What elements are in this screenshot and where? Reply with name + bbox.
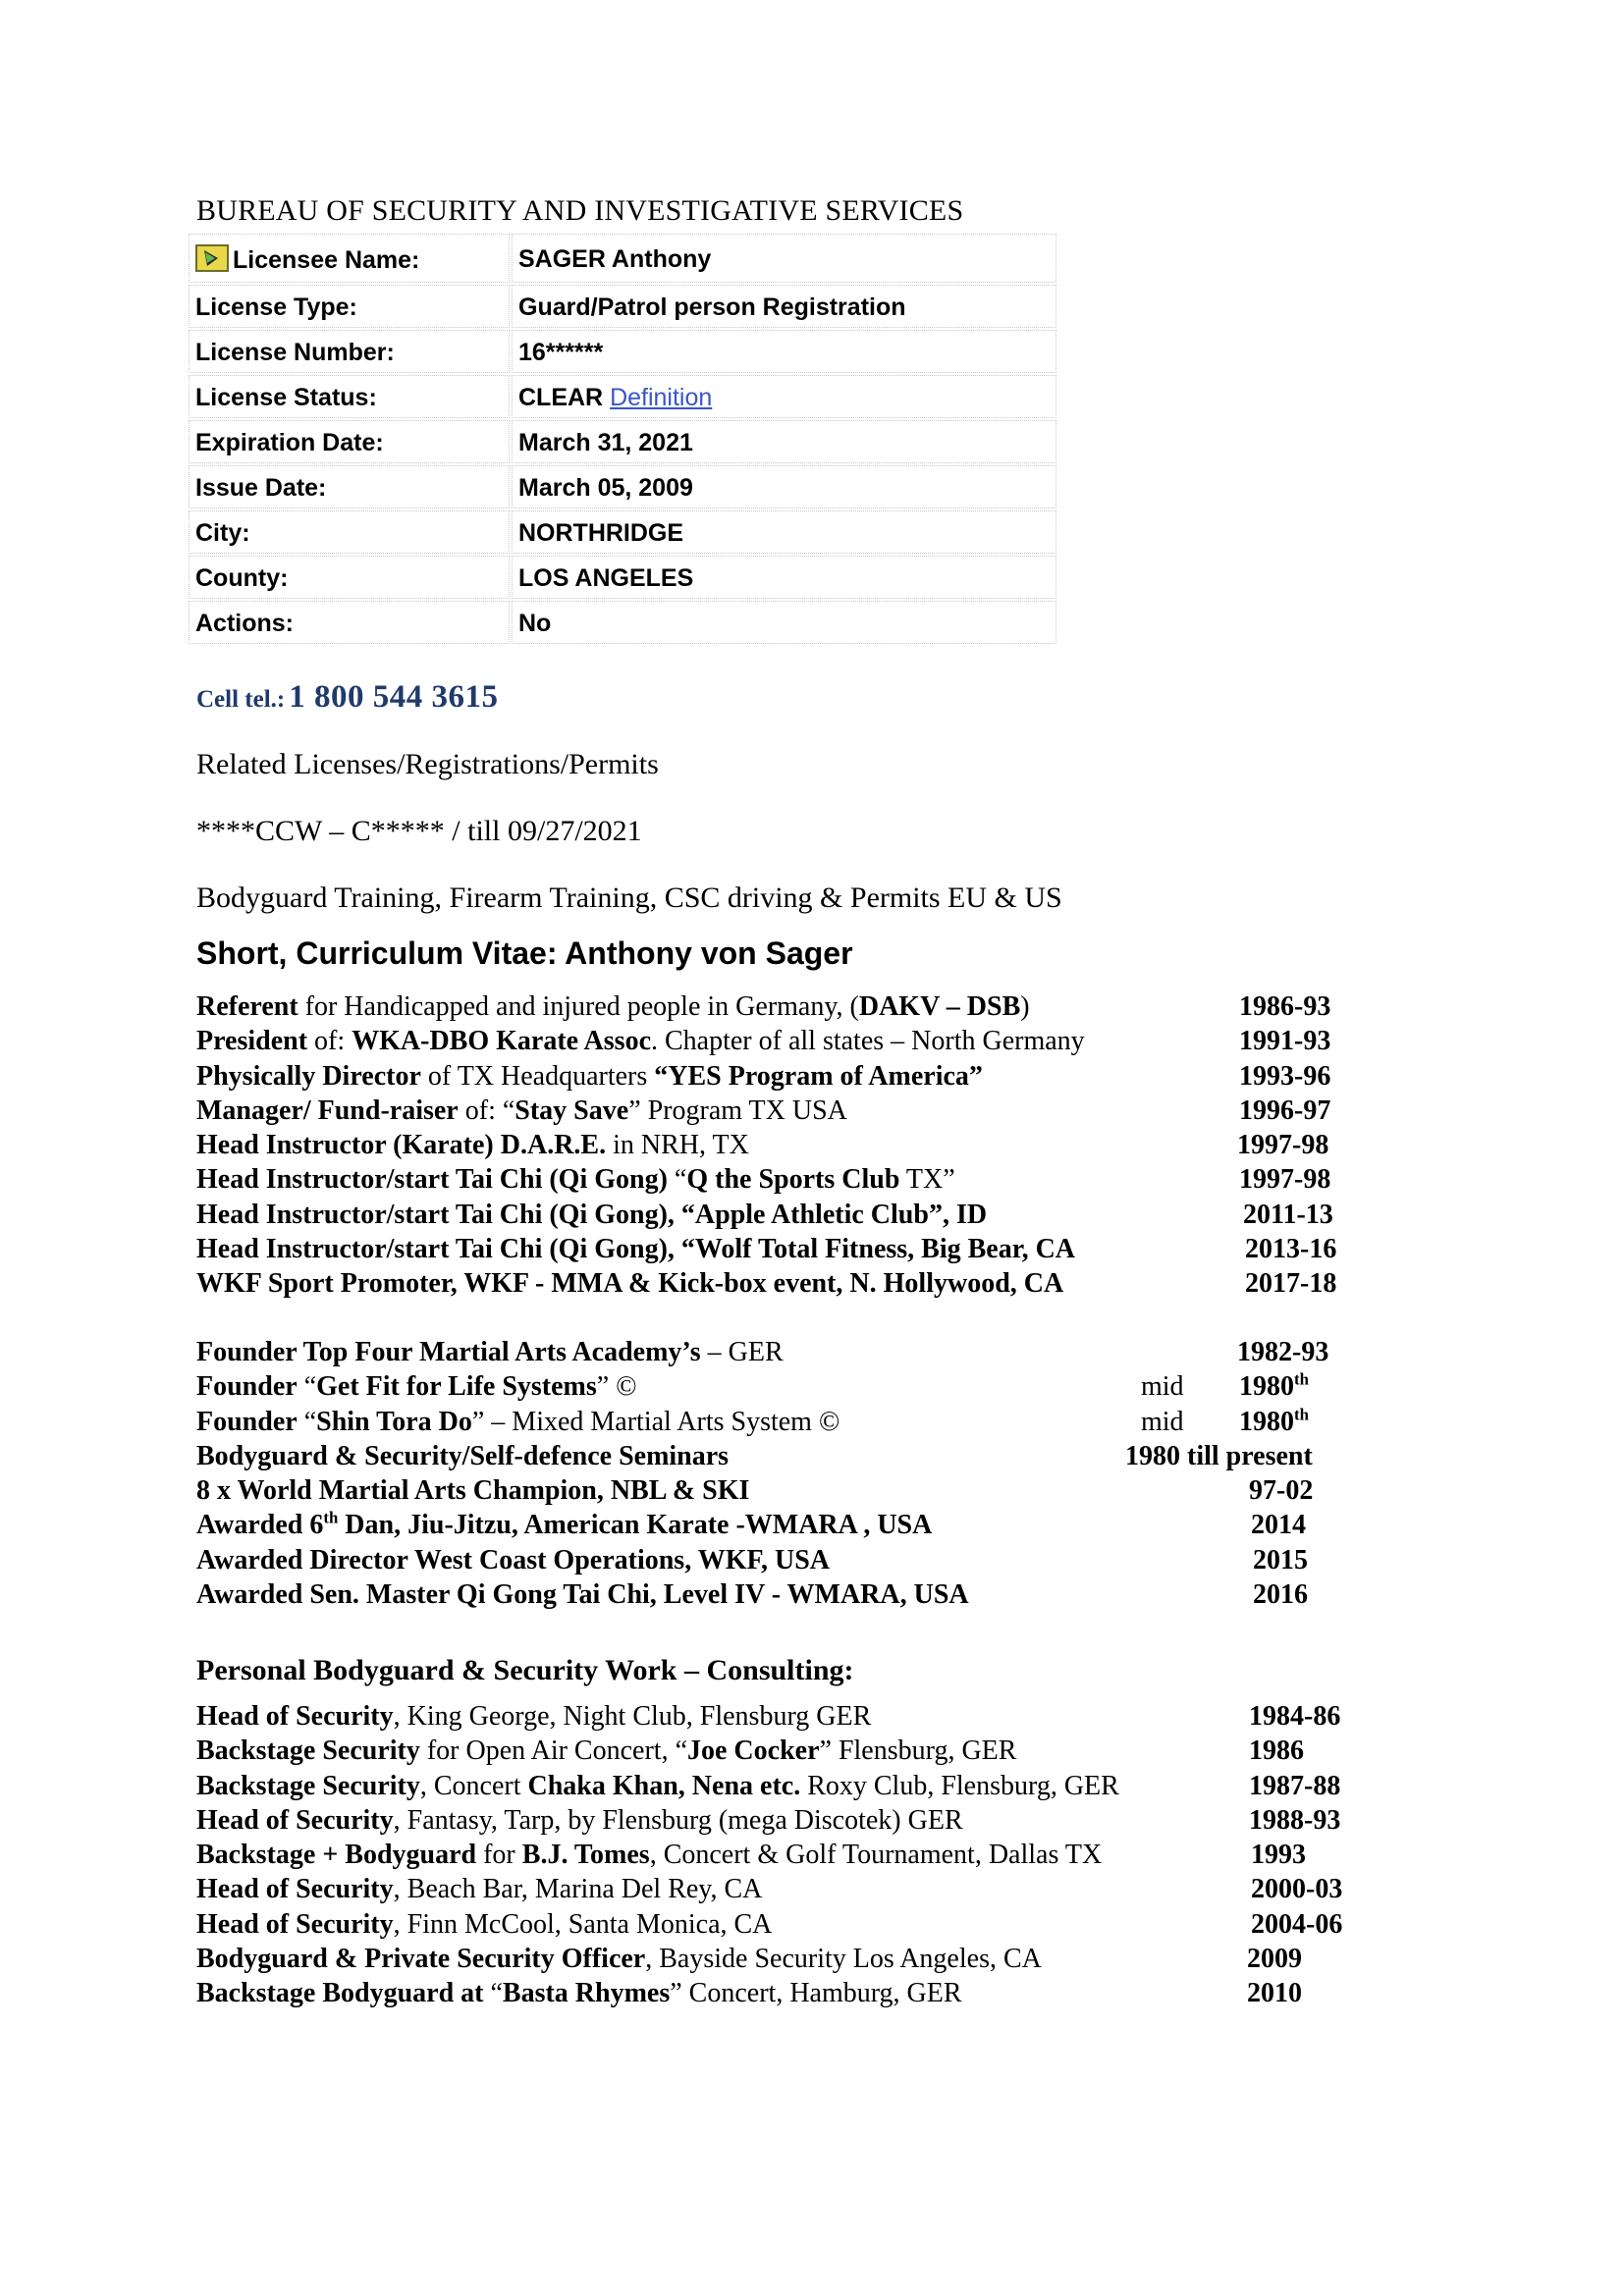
cv-year: 1984-86 [1249,1701,1341,1732]
cv-entry: WKF Sport Promoter, WKF - MMA & Kick-box event, N. Hollywood, CA 2017-18 [196,1268,1337,1300]
cv-entry: Backstage Security, Concert Chaka Khan, Nena etc. Roxy Club, Flensburg, GER 1987-88 [196,1770,1341,1801]
license-row [189,420,1056,463]
cv-year: 1980 till present [1125,1440,1313,1471]
cv-entry: Backstage Security for Open Air Concert, “Joe Cocker” Flensburg, GER 1986 [196,1735,1304,1767]
cv-entry: Backstage Bodyguard at “Basta Rhymes” Concert, Hamburg, GER 2010 [196,1978,1302,2009]
cv-entry: 8 x World Martial Arts Champion, NBL & SKI 97-02 [196,1475,1314,1507]
license-label: Expiration Date: [189,420,510,463]
cv-entry: Head Instructor/start Tai Chi (Qi Gong) “Q the Sports Club TX” 1997-98 [196,1164,1331,1196]
license-label: License Number: [189,330,510,373]
cv-entry: Referent for Handicapped and injured people in Germany, (DAKV – DSB) 1986-93 [196,991,1331,1022]
cell-number: 1 800 544 3615 [289,679,499,715]
cv-year: 1986 [1249,1735,1304,1767]
cv-entry: Awarded Director West Coast Operations, WKF, USA 2015 [196,1544,1308,1575]
training-line: Bodyguard Training, Firearm Training, CSC driving & Permits EU & US [196,881,1062,914]
license-value: March 05, 2009 [512,465,1056,508]
cv-list-activities [196,989,1355,1302]
cv-year: 2000-03 [1251,1874,1343,1905]
license-label: City: [189,510,510,554]
cv-year: 2004-06 [1251,1908,1343,1940]
cv-entry: Awarded 6th Dan, Jiu-Jitzu, American Karate -WMARA , USA 2014 [196,1509,1306,1541]
license-label: Actions: [189,601,510,644]
cv-entry: Physically Director of TX Headquarters “YES Program of America” 1993-96 [196,1060,1331,1092]
ccw-permit: ****CCW – C***** / till 09/27/2021 [196,815,642,847]
license-value: 16****** [512,330,1056,373]
cv-entry: Head Instructor/start Tai Chi (Qi Gong), “Wolf Total Fitness, Big Bear, CA 2013-16 [196,1234,1337,1265]
license-value: No [512,601,1056,644]
license-value: March 31, 2021 [512,420,1056,463]
cv-entry: Awarded Sen. Master Qi Gong Tai Chi, Level IV - WMARA, USA 2016 [196,1579,1308,1611]
cv-year: 1991-93 [1239,1026,1331,1057]
license-row [189,375,1056,418]
license-card-icon [195,244,229,272]
license-row [189,465,1056,508]
cv-year: 2010 [1247,1978,1302,2009]
cv-entry: Head Instructor/start Tai Chi (Qi Gong), “Apple Athletic Club”, ID 2011-13 [196,1199,1333,1230]
license-status-cell [512,375,1056,418]
cv-year: 2016 [1253,1579,1308,1611]
cv-year: 2011-13 [1243,1199,1333,1230]
cv-year: 2017-18 [1245,1268,1337,1300]
cv-entry: Founder Top Four Martial Arts Academy’s – GER 1982-93 [196,1337,1329,1367]
cv-year: 2014 [1251,1510,1306,1541]
cv-entry: Founder “Shin Tora Do” – Mixed Martial Arts System © mid 1980th [196,1405,1309,1437]
license-row [189,285,1056,328]
cv-entry: Head of Security, Fantasy, Tarp, by Flensburg (mega Discotek) GER 1988-93 [196,1804,1341,1836]
license-row [189,330,1056,373]
license-label: License Type: [189,285,510,328]
cv-year: 1996-97 [1239,1095,1331,1126]
cv-year: 1988-93 [1249,1804,1341,1836]
cv-list-security-work [196,1699,1355,2011]
license-value: NORTHRIDGE [512,510,1056,554]
license-row [189,601,1056,644]
cv-title: Short, Curriculum Vitae: Anthony von Sager [196,935,853,971]
license-label: Issue Date: [189,465,510,508]
section-bodyguard-title: Personal Bodyguard & Security Work – Consulting: [196,1654,854,1686]
cv-year: 2009 [1247,1944,1302,1975]
cv-year: 1982-93 [1237,1337,1329,1367]
cv-entry: Head of Security, King George, Night Club, Flensburg GER 1984-86 [196,1701,1341,1732]
related-heading: Related Licenses/Registrations/Permits [196,748,659,780]
cv-entry: Backstage + Bodyguard for B.J. Tomes, Concert & Golf Tournament, Dallas TX 1993 [196,1840,1306,1871]
cv-year: 1993-96 [1239,1060,1331,1092]
license-label: Licensee Name: [233,245,420,274]
cv-year: 1986-93 [1239,991,1331,1022]
license-row [189,234,1056,283]
license-label: License Status: [189,375,510,418]
cv-entry: Manager/ Fund-raiser of: “Stay Save” Program TX USA 1996-97 [196,1095,1331,1126]
license-value: LOS ANGELES [512,556,1056,599]
bureau-title: BUREAU OF SECURITY AND INVESTIGATIVE SERVICES [196,194,964,227]
cell-phone [196,679,498,716]
cv-year: 1997-98 [1239,1164,1331,1196]
cv-entry: Bodyguard & Security/Self-defence Seminars 1980 till present [196,1440,1313,1471]
license-value: Guard/Patrol person Registration [512,285,1056,328]
cell-label: Cell tel.: [196,686,286,713]
cv-entry: Head of Security, Beach Bar, Marina Del Rey, CA 2000-03 [196,1874,1343,1905]
cv-year: 97-02 [1249,1475,1314,1507]
license-row [189,510,1056,554]
definition-link[interactable]: Definition [610,383,713,411]
cv-year: 1997-98 [1237,1130,1329,1161]
license-value: CLEAR [518,383,604,411]
license-table [187,232,1058,646]
cv-year: 1993 [1251,1840,1306,1871]
cv-entry: Bodyguard & Private Security Officer, Bayside Security Los Angeles, CA 2009 [196,1944,1302,1975]
cv-year: 2015 [1253,1544,1308,1575]
cv-entry: Head of Security, Finn McCool, Santa Monica, CA 2004-06 [196,1908,1343,1940]
license-label-cell [189,234,510,283]
cv-year: 1987-88 [1249,1770,1341,1801]
license-value: SAGER Anthony [512,234,1056,283]
license-row [189,556,1056,599]
license-label: County: [189,556,510,599]
cv-year: 1980th [1239,1405,1309,1437]
cv-year: 1980th [1239,1369,1309,1403]
cv-entry: Head Instructor (Karate) D.A.R.E. in NRH, TX 1997-98 [196,1130,1329,1161]
cv-entry: President of: WKA-DBO Karate Assoc. Chapter of all states – North Germany 1991-93 [196,1026,1331,1057]
cv-entry: Founder “Get Fit for Life Systems” © mid 1980th [196,1369,1309,1403]
cv-year: 2013-16 [1245,1234,1337,1265]
cv-list-founder-awards [196,1335,1355,1612]
